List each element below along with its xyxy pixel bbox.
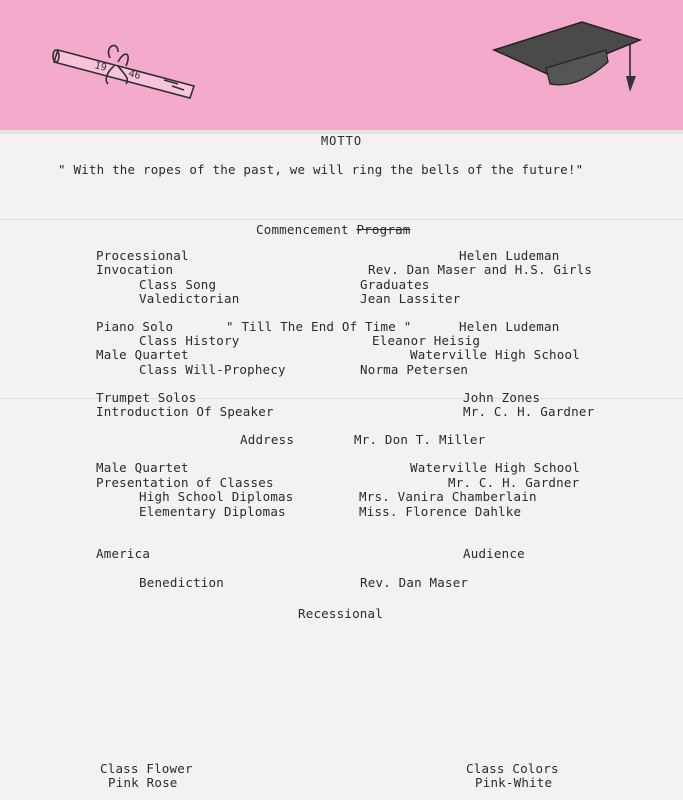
item-right: Mr. Don T. Miller	[354, 432, 486, 447]
item-left: Benediction	[139, 575, 224, 590]
item-left: Address	[240, 432, 295, 447]
paper-fold-line	[0, 219, 683, 220]
item-left: Class Song	[139, 277, 217, 292]
item-right: Mr. C. H. Gardner	[448, 475, 580, 490]
program-title-struck: Program	[356, 222, 411, 237]
item-right: Rev. Dan Maser	[360, 575, 469, 590]
item-left: Male Quartet	[96, 347, 189, 362]
item-left: High School Diplomas	[139, 489, 294, 504]
item-left: Trumpet Solos	[96, 390, 197, 405]
class-colors-label: Class Colors	[466, 761, 559, 776]
item-left: Piano Solo	[96, 319, 174, 334]
rolled-diploma-icon	[52, 40, 202, 102]
item-left: Invocation	[96, 262, 174, 277]
diploma-year-left: 19	[93, 60, 108, 75]
item-left: Valedictorian	[139, 291, 240, 306]
program-title	[256, 223, 411, 237]
item-right: Norma Petersen	[360, 362, 469, 377]
item-middle: " Till The End Of Time "	[226, 319, 412, 334]
item-left: Recessional	[298, 606, 383, 621]
class-colors-value: Pink-White	[475, 775, 553, 790]
item-right: Waterville High School	[410, 460, 580, 475]
item-right: Graduates	[360, 277, 430, 292]
item-left: Processional	[96, 248, 189, 263]
item-left: Introduction Of Speaker	[96, 404, 274, 419]
item-right: Miss. Florence Dahlke	[359, 504, 522, 519]
motto-title: MOTTO	[320, 134, 363, 148]
item-left: Presentation of Classes	[96, 475, 274, 490]
item-left: America	[96, 546, 151, 561]
item-left: Elementary Diplomas	[139, 504, 286, 519]
item-right: Mrs. Vanira Chamberlain	[359, 489, 537, 504]
item-right: Helen Ludeman	[459, 319, 560, 334]
item-right: Helen Ludeman	[459, 248, 560, 263]
program-title-word: Commencement	[256, 222, 349, 237]
item-left: Class Will-Prophecy	[139, 362, 286, 377]
class-flower-value: Pink Rose	[108, 775, 178, 790]
item-left: Class History	[139, 333, 240, 348]
class-flower-label: Class Flower	[100, 761, 193, 776]
diploma-year-right: 46	[127, 68, 142, 83]
item-right: Waterville High School	[410, 347, 580, 362]
item-right: Rev. Dan Maser and H.S. Girls	[368, 262, 593, 277]
graduation-cap-icon	[490, 18, 646, 98]
item-right: Eleanor Heisig	[372, 333, 481, 348]
item-right: Audience	[463, 546, 525, 561]
item-right: John Zones	[463, 390, 541, 405]
motto-text: " With the ropes of the past, we will ring the bells of the future!"	[58, 162, 584, 177]
item-right: Mr. C. H. Gardner	[463, 404, 595, 419]
item-right: Jean Lassiter	[360, 291, 461, 306]
item-left: Male Quartet	[96, 460, 189, 475]
